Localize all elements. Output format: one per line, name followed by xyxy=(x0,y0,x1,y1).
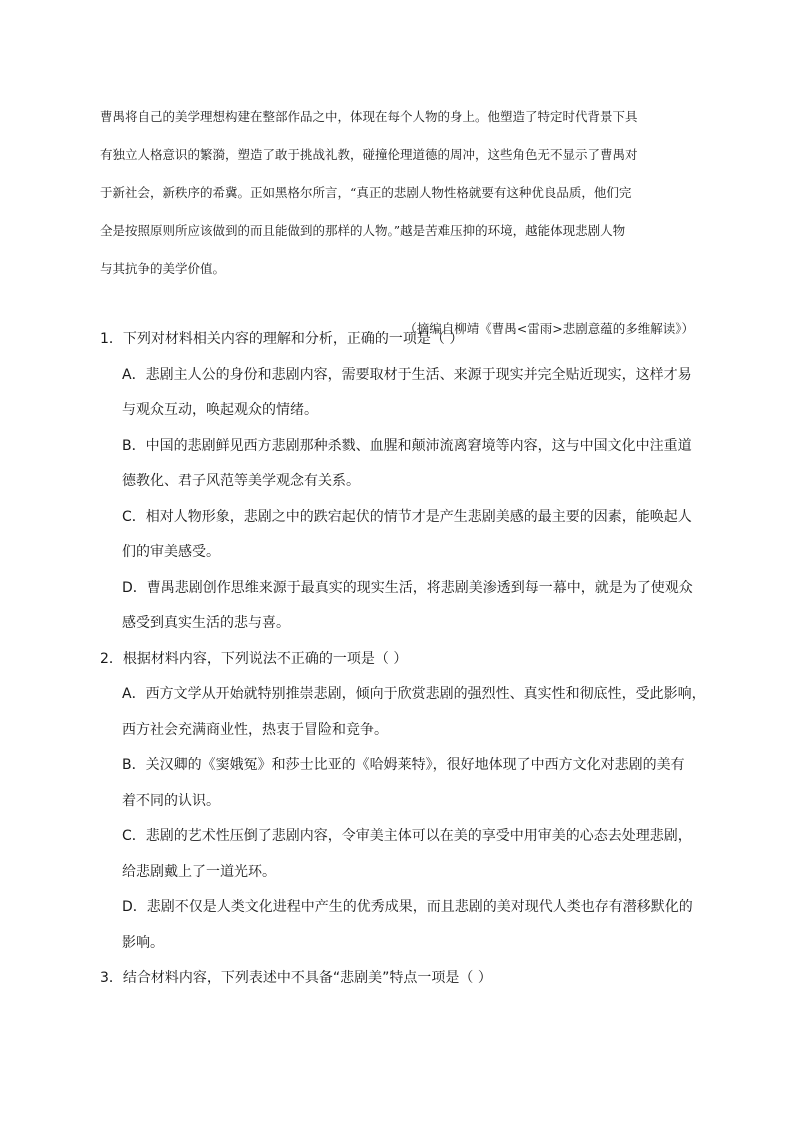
passage-line: 曹禺将自己的美学理想构建在整部作品之中，体现在每个人物的身上。他塑造了特定时代背景下具 xyxy=(100,109,638,124)
option-b: B．关汉卿的《窦娥冤》和莎士比亚的《哈姆莱特》，很好地体现了中西方文化对悲剧的美有 xyxy=(122,757,685,773)
question-1 xyxy=(100,322,720,642)
option-d-continued: 影响。 xyxy=(122,934,164,951)
option-c-continued: 们的审美感受。 xyxy=(122,544,220,560)
question-stem: 1．下列对材料相关内容的理解和分析，正确的一项是（ ） xyxy=(100,331,464,347)
question-list xyxy=(100,322,720,997)
passage-line: 与其抗争的美学价值。 xyxy=(100,261,226,276)
passage-line: 于新社会，新秩序的希冀。正如黑格尔所言，“真正的悲剧人物性格就要有这种优良品质，他们完 xyxy=(100,185,632,200)
option-c: C．相对人物形象，悲剧之中的跌宕起伏的情节才是产生悲剧美感的最主要的因素，能唤起人 xyxy=(122,508,692,525)
option-d: D．悲剧不仅是人类文化进程中产生的优秀成果，而且悲剧的美对现代人类也存有潜移默化的 xyxy=(122,899,693,915)
option-a: A．西方文学从开始就特别推崇悲剧，倾向于欣赏悲剧的强烈性、真实性和彻底性，受此影响， xyxy=(122,686,706,702)
option-a-continued: 西方社会充满商业性，热衷于冒险和竞争。 xyxy=(122,721,388,738)
option-b: B．中国的悲剧鲜见西方悲剧那种杀戮、血腥和颠沛流离窘境等内容，这与中国文化中注重道 xyxy=(122,437,692,454)
option-b-continued: 着不同的认识。 xyxy=(122,792,220,809)
question-stem: 3．结合材料内容，下列表述中不具备“悲剧美”特点一项是（ ） xyxy=(100,970,492,986)
question-stem: 2．根据材料内容，下列说法不正确的一项是（ ） xyxy=(100,650,408,667)
question-2 xyxy=(100,642,720,962)
option-d: D．曹禺悲剧创作思维来源于最真实的现实生活，将悲剧美渗透到每一幕中，就是为了使观众 xyxy=(122,579,693,596)
passage-source: （摘编自柳靖《曹禺<雷雨>悲剧意蕴的多维解读》） xyxy=(404,321,694,336)
option-c-continued: 给悲剧戴上了一道光环。 xyxy=(122,863,276,880)
option-a-continued: 与观众互动，唤起观众的情绪。 xyxy=(122,402,318,418)
passage-line: 有独立人格意识的繁漪，塑造了敢于挑战礼教，碰撞伦理道德的周冲，这些角色无不显示了曹禺对 xyxy=(100,147,638,162)
passage-text xyxy=(100,98,706,288)
option-b-continued: 德教化、君子风范等美学观念有关系。 xyxy=(122,473,360,489)
passage-line: 全是按照原则所应该做到的而且能做到的那样的人物。”越是苦难压抑的环境，越能体现悲剧人物 xyxy=(100,223,626,238)
option-c: C．悲剧的艺术性压倒了悲剧内容，令审美主体可以在美的享受中用审美的心态去处理悲剧， xyxy=(122,828,692,844)
question-3 xyxy=(100,961,720,997)
option-a: A．悲剧主人公的身份和悲剧内容，需要取材于生活、来源于现实并完全贴近现实，这样才易 xyxy=(122,366,692,383)
option-d-continued: 感受到真实生活的悲与喜。 xyxy=(122,615,290,631)
